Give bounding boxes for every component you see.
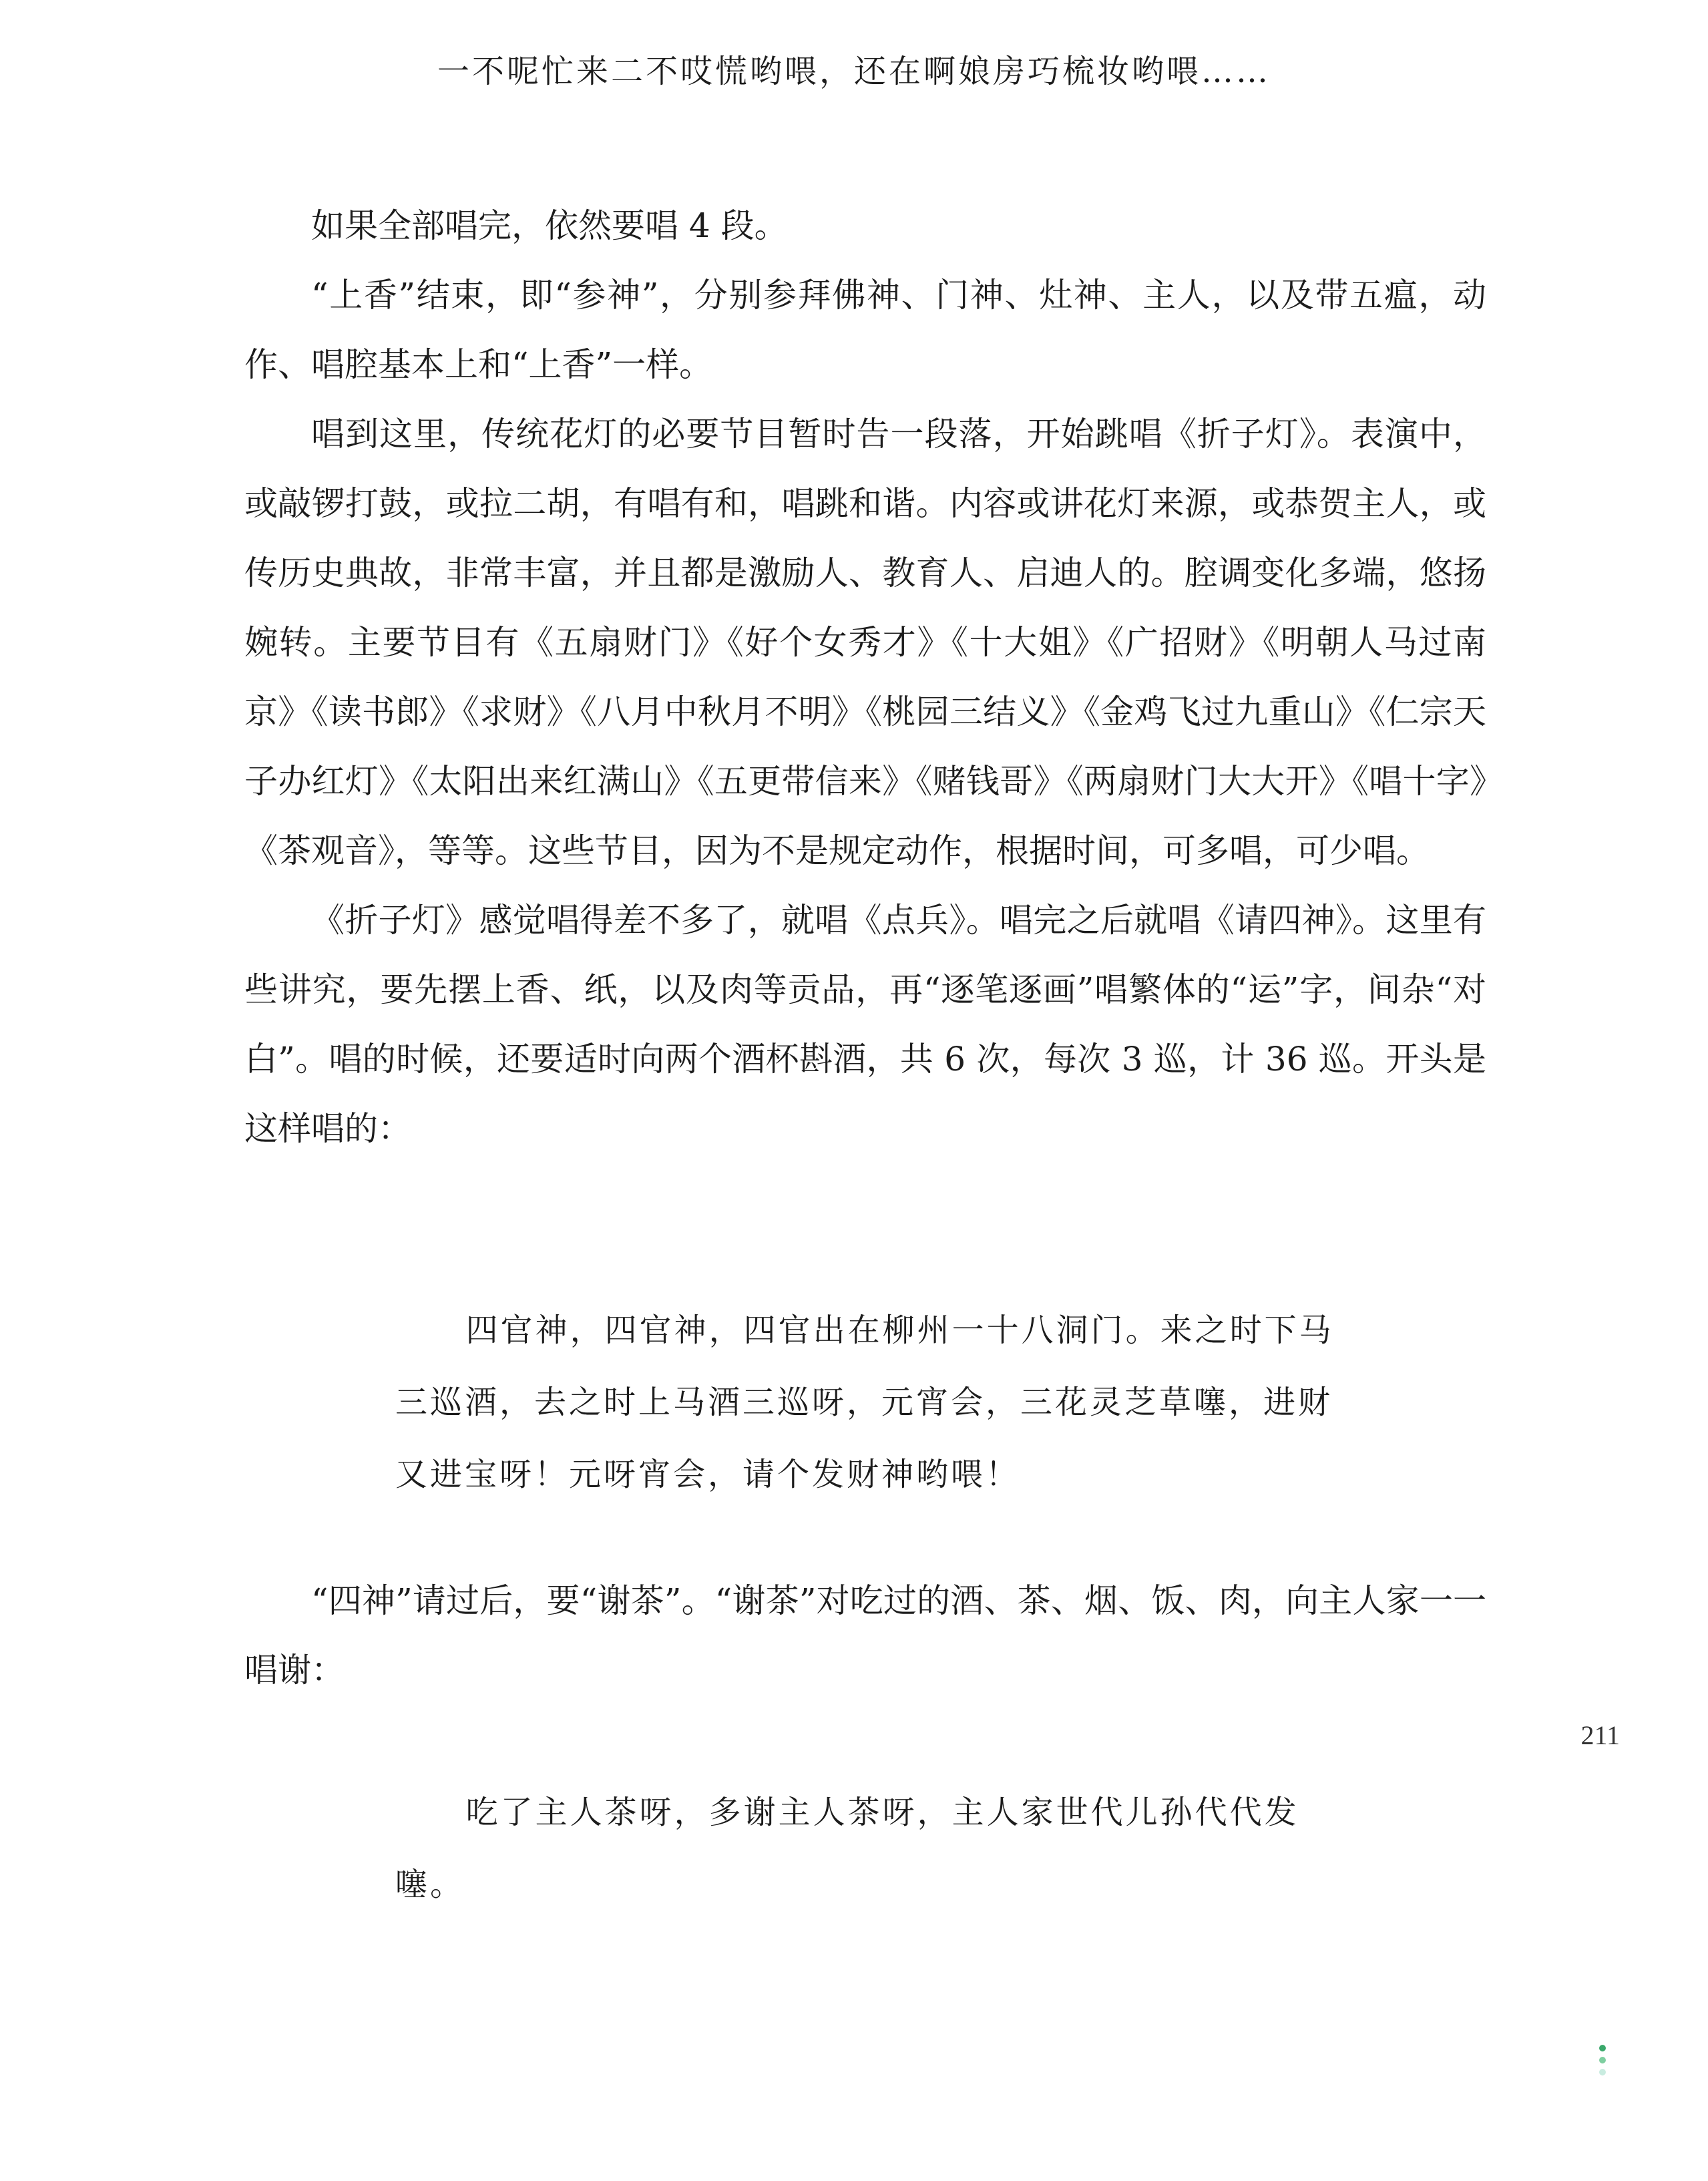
page-decoration-dots [1598, 2045, 1607, 2081]
verse-text: 四官神，四官神，四官出在柳州一十八洞门。来之时下马三巡酒，去之时上马酒三巡呀，元宵会，三花灵芝草噻，进财又进宝呀！元呀宵会，请个发财神哟喂！ [395, 1312, 1334, 1493]
paragraph: 《折子灯》感觉唱得差不多了，就唱《点兵》。唱完之后就唱《请四神》。这里有些讲究，要先摆上香、纸，以及肉等贡品，再“逐笔逐画”唱繁体的“运”字，间杂“对白”。唱的时候，还要适时向两个酒杯斟酒，共 6 次，每次 3 巡，计 36 巡。开头是这样唱的： [244, 901, 1486, 1148]
decoration-dot [1599, 2069, 1606, 2075]
paragraph: “四神”请过后，要“谢茶”。“谢茶”对吃过的酒、茶、烟、饭、肉，向主人家一一唱谢： [244, 1581, 1486, 1690]
paragraph: 如果全部唱完，依然要唱 4 段。 [311, 206, 788, 245]
body-text-section-1 [244, 191, 1486, 1163]
decoration-dot [1599, 2045, 1606, 2051]
decoration-dot [1599, 2057, 1606, 2063]
verse-quote-2 [395, 1776, 1337, 1921]
verse-quote-1 [395, 1294, 1337, 1511]
verse-text: 吃了主人茶呀，多谢主人茶呀，主人家世代儿孙代代发噻。 [395, 1794, 1299, 1903]
body-text-section-2 [244, 1566, 1486, 1705]
paragraph: “上香”结束，即“参神”，分别参拜佛神、门神、灶神、主人，以及带五瘟，动作、唱腔基本上和“上香”一样。 [244, 276, 1486, 384]
paragraph: 唱到这里，传统花灯的必要节目暂时告一段落，开始跳唱《折子灯》。表演中，或敲锣打鼓，或拉二胡，有唱有和，唱跳和谐。内容或讲花灯来源，或恭贺主人，或传历史典故，非常丰富，并且都是激励人、教育人、启迪人的。腔调变化多端，悠扬婉转。主要节目有《五扇财门》《好个女秀才》《十大姐》《广招财》《明朝人马过南京》《读书郎》《求财》《八月中秋月不明》《桃园三结义》《金鸡飞过九重山》《仁宗天子办红灯》《太阳出来红满山》《五更带信来》《赌钱哥》《两扇财门大大开》《唱十字》《茶观音》，等等。这些节目，因为不是规定动作，根据时间，可多唱，可少唱。 [244, 415, 1486, 870]
verse-top-line: 一不呢忙来二不哎慌哟喂，还在啊娘房巧梳妆哟喂…… [437, 53, 1271, 90]
page-number: 211 [1580, 1720, 1620, 1750]
